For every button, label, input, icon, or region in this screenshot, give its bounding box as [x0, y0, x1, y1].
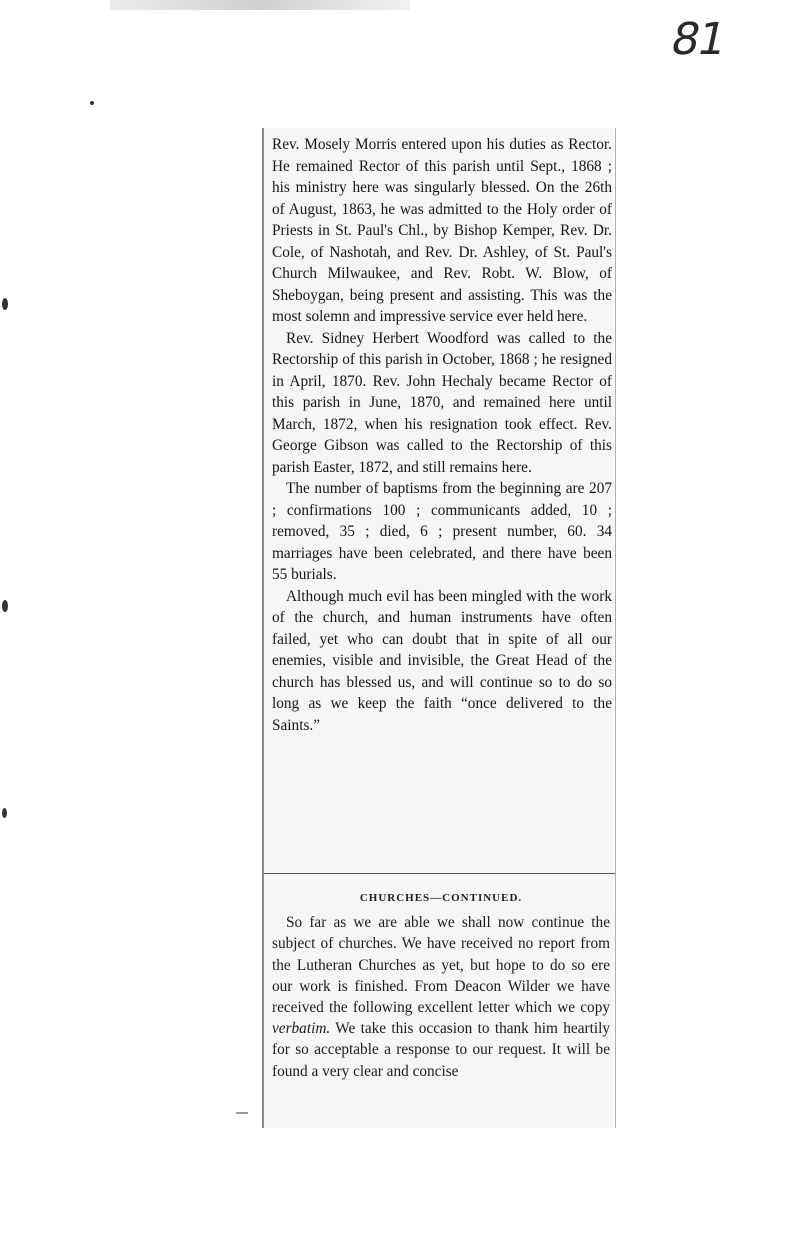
article-paragraph: The number of baptisms from the beginning are 207 ; confirmations 100 ; communicants added, 10 ; removed, 35 ; died, 6 ; present number, 60. 34 marriages have been celebrated, and there have been 55 burials.: [272, 480, 612, 583]
section-paragraph: [272, 912, 610, 1082]
italic-word: verbatim.: [272, 1020, 331, 1038]
scan-mark: [236, 1112, 248, 1114]
scan-speck: [90, 101, 94, 105]
article-paragraph: Rev. Mosely Morris entered upon his duties as Rector. He remained Rector of this parish until Sept., 1868 ; his ministry here was singularly blessed. On the 26th of August, 1863, he was admitted to the Holy order of Priests in St. Paul's Chl., by Bishop Kemper, Rev. Dr. Cole, of Nashotah, and Rev. Dr. Ashley, of St. Paul's Church Milwaukee, and Rev. Robt. W. Blow, of Sheboygan, being present and assisting. This was the most solemn and impressive service ever held here.: [272, 136, 612, 325]
section-text: We take this occasion to thank him heartily for so acceptable a response to our request. It will be found a very clear and concise: [272, 1020, 610, 1080]
scan-speck: [2, 808, 7, 818]
section-heading: CHURCHES—CONTINUED.: [359, 892, 523, 904]
article-paragraph: Although much evil has been mingled with the work of the church, and human instruments have often failed, yet who can doubt that in spite of all our enemies, visible and invisible, the Great Head of the church has blessed us, and will continue so to do so long as we keep the faith “once delivered to the Saints.”: [272, 587, 612, 734]
churches-section: [272, 888, 610, 1082]
article-paragraph: Rev. Sidney Herbert Woodford was called to the Rectorship of this parish in October, 1868 ; he resigned in April, 1870. Rev. John Hechaly became Rector of this parish in June, 1870, and remained here until March, 1872, when his resignation took effect. Rev. George Gibson was called to the Rectorship of this parish Easter, 1872, and still remains here.: [272, 329, 612, 476]
article-body: [272, 134, 612, 736]
scan-speck: [2, 600, 8, 612]
scan-speck: [2, 298, 8, 310]
section-text: So far as we are able we shall now continue the subject of churches. We have received no report from the Lutheran Churches as yet, but hope to do so ere our work is finished. From Deacon Wilder we have received the following excellent letter which we copy: [272, 914, 610, 1017]
page-number: 81: [666, 14, 730, 65]
newspaper-clipping: [262, 128, 616, 1128]
section-divider: [264, 873, 616, 874]
scan-smudge: [110, 0, 410, 10]
